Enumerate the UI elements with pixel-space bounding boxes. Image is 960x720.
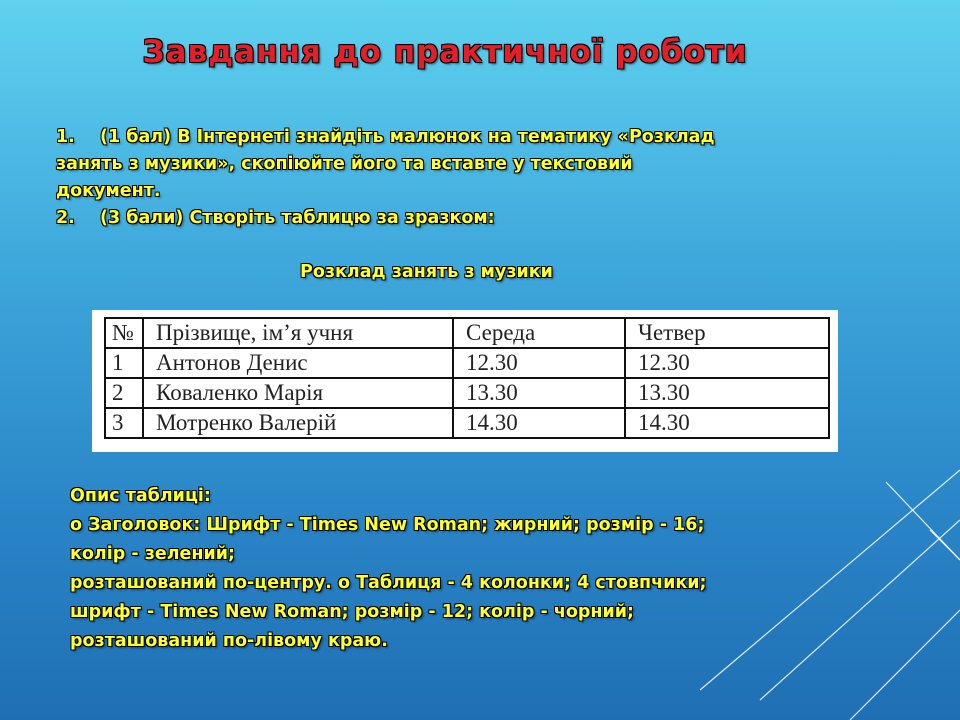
table-cell: 13.30 bbox=[625, 378, 829, 408]
table-cell: Антонов Денис bbox=[143, 348, 453, 378]
task-number: 1. bbox=[56, 127, 75, 147]
table-row bbox=[105, 408, 829, 438]
header-cell-thursday: Четвер bbox=[625, 318, 829, 348]
table-cell: 1 bbox=[105, 348, 143, 378]
task-line bbox=[56, 178, 856, 205]
task-text: (1 бал) В Інтернеті знайдіть малюнок на тематику «Розклад bbox=[100, 127, 715, 147]
table-cell: 2 bbox=[105, 378, 143, 408]
task-line bbox=[56, 151, 856, 178]
table-cell: 12.30 bbox=[625, 348, 829, 378]
description-line: шрифт - Times New Roman; розмір - 12; колір - чорний; bbox=[70, 602, 635, 622]
table-cell: 3 bbox=[105, 408, 143, 438]
table-cell: 14.30 bbox=[453, 408, 625, 438]
header-cell-number: № bbox=[105, 318, 143, 348]
table-cell: Мотренко Валерій bbox=[143, 408, 453, 438]
task-number: 2. bbox=[56, 208, 75, 228]
table-cell: 14.30 bbox=[625, 408, 829, 438]
schedule-table bbox=[104, 317, 830, 439]
table-cell: Коваленко Марія bbox=[143, 378, 453, 408]
task-text: (3 бали) Створіть таблицю за зразком: bbox=[100, 208, 495, 228]
description-line: розташований по-лівому краю. bbox=[70, 631, 388, 651]
task-line bbox=[56, 124, 856, 151]
header-cell-wednesday: Середа bbox=[453, 318, 625, 348]
table-row bbox=[105, 348, 829, 378]
slide-title: Завдання до практичної роботи bbox=[142, 34, 748, 70]
description-heading: Опис таблиці: bbox=[70, 486, 211, 506]
table-header-row bbox=[105, 318, 829, 348]
description-line: колір - зелений; bbox=[70, 544, 236, 564]
task-text: занять з музики», скопіюйте його та вставте у текстовий bbox=[56, 154, 633, 174]
header-cell-name: Прізвище, ім’я учня bbox=[143, 318, 453, 348]
table-row bbox=[105, 378, 829, 408]
task-list bbox=[56, 124, 856, 232]
table-cell: 13.30 bbox=[453, 378, 625, 408]
description-line: o Заголовок: Шрифт - Times New Roman; жирний; розмір - 16; bbox=[70, 515, 705, 535]
table-cell: 12.30 bbox=[453, 348, 625, 378]
task-text: документ. bbox=[56, 181, 161, 201]
task-line bbox=[56, 205, 856, 232]
table-caption: Розклад занять з музики bbox=[300, 262, 553, 282]
description-line: розташований по-центру. o Таблиця - 4 колонки; 4 стовпчики; bbox=[70, 573, 707, 593]
sample-table-image bbox=[92, 310, 838, 452]
table-description bbox=[70, 482, 890, 656]
